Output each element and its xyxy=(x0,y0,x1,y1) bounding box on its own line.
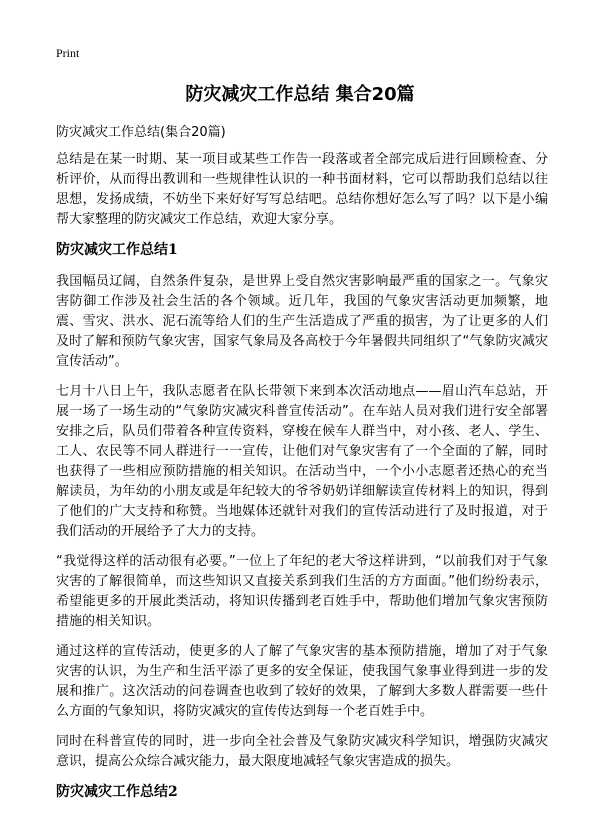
section1-paragraph-3: “我觉得这样的活动很有必要。”一位上了年纪的老大爷这样讲到，“以前我们对于气象灾害的了解很简单，而这些知识又直接关系到我们生活的方方面面。”他们纷纷表示，希望能更多的开展此类活动，将知识传播到老百姓手中，帮助他们增加气象灾害预防措施的相关知识。 xyxy=(56,554,548,629)
section-heading-1: 防灾减灾工作总结1 xyxy=(56,242,178,258)
section1-paragraph-2: 七月十八日上午，我队志愿者在队长带领下来到本次活动地点——眉山汽车总站，开展一场了一场生动的“气象防灾减灾科普宣传活动”。在车站人员对我们进行安全部署安排之后，队员们带着各种宣传资料，穿梭在候车人群当中，对小孩、老人、学生、工人、农民等不同人群进行一一宣传，让他们对气象灾害有了一个全面的了解，同时也获得了一些相应预防措施的相关知识。在活动当中，一个小小志愿者还热心的充当解读员，为年幼的小朋友或是年纪较大的爷爷奶奶详细解读宣传材料上的知识，得到了他们的广大支持和称赞。当地媒体还就针对我们的宣传活动进行了及时报道，对于我们活动的开展给予了大力的支持。 xyxy=(56,384,548,539)
section1-paragraph-5: 同时在科普宣传的同时，进一步向全社会普及气象防灾减灾科学知识，增强防灾减灾意识，提高公众综合减灾能力，最大限度地减轻气象灾害造成的损失。 xyxy=(56,734,548,769)
section1-paragraph-4: 通过这样的宣传活动，使更多的人了解了气象灾害的基本预防措施，增加了对于气象灾害的认识，为生产和生活平添了更多的安全保证，使我国气象事业得到进一步的发展和推广。这次活动的问卷调查也收到了较好的效果，了解到大多数人群需要一些什么方面的气象知识，将防灾减灾的宣传传达到每一个老百姓手中。 xyxy=(56,644,548,719)
page-title: 防灾减灾工作总结 集合20篇 xyxy=(185,84,415,105)
article-body xyxy=(56,150,548,814)
intro-paragraph: 总结是在某一时期、某一项目或某些工作告一段落或者全部完成后进行回顾检查、分析评价，从而得出教训和一些规律性认识的一种书面材料，它可以帮助我们总结以往思想，发扬成绩，不妨坐下来好好写写总结吧。总结你想好怎么写了吗？以下是小编帮大家整理的防灾减灾工作总结，欢迎大家分享。 xyxy=(56,152,548,227)
print-link[interactable]: Print xyxy=(56,46,80,60)
section1-paragraph-1: 我国幅员辽阔，自然条件复杂，是世界上受自然灾害影响最严重的国家之一。气象灾害防御工作涉及社会生活的各个领域。近几年，我国的气象灾害活动更加频繁，地震、雪灾、洪水、泥石流等给人们的生产生活造成了严重的损害，为了让更多的人们及时了解和预防气象灾害，国家气象局及各高校于今年暑假共同组织了“气象防灾减灾宣传活动”。 xyxy=(56,274,548,369)
document-subtitle: 防灾减灾工作总结(集合20篇) xyxy=(56,125,226,140)
section-heading-2: 防灾减灾工作总结2 xyxy=(56,784,178,800)
